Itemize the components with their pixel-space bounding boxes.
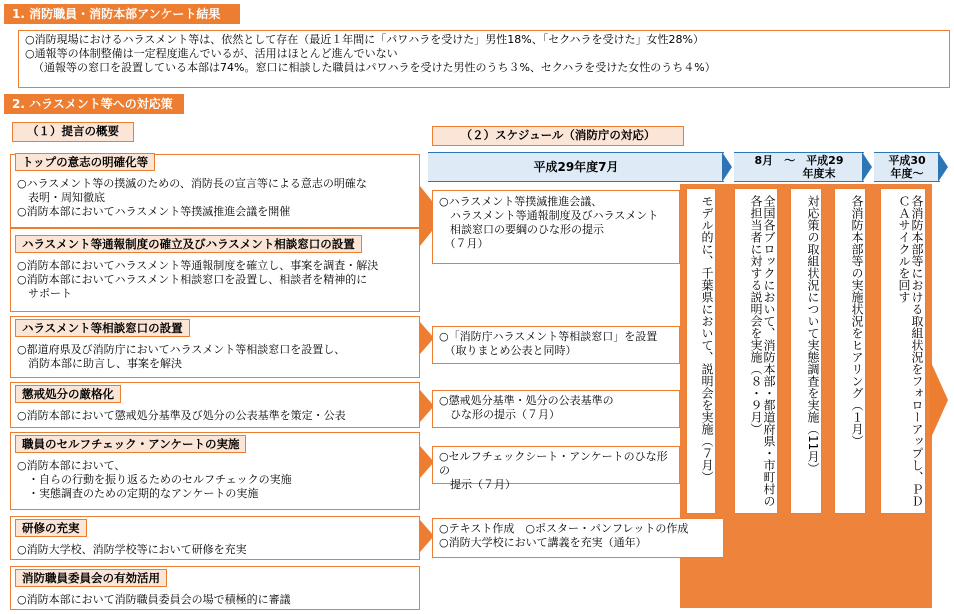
schedule-action-4 — [432, 446, 680, 491]
section2-heading: 2. ハラスメント等への対応策 — [4, 94, 184, 114]
proposal-box-self-check — [10, 432, 420, 510]
schedule-action-5 — [432, 518, 724, 558]
proposal-box-reporting-system — [10, 228, 420, 312]
chevron-right-icon — [862, 152, 872, 182]
proposal-title: ハラスメント等通報制度の確立及びハラスメント相談窓口の設置 — [15, 235, 362, 253]
schedule-period-2 — [734, 152, 864, 182]
proposal-body: ○消防本部において、 ・自らの行動を振り返るためのセルフチェックの実施 ・実態調査のための定期的なアンケートの実施 — [17, 459, 292, 500]
proposal-body: ○都道府県及び消防庁においてハラスメント等相談窓口を設置し、 消防本部に助言し、事案を解決 — [17, 343, 346, 370]
proposal-body: ○ハラスメント等の撲滅のための、消防長の宣言等による意志の明確な 表明・周知徹底 ○消防本部においてハラスメント等撲滅推進会議を開催 — [17, 177, 367, 218]
schedule-action-text: ○テキスト作成 ○ポスター・パンフレットの作成 ○消防大学校において講義を充実（通年） — [439, 522, 689, 549]
schedule-period-2-label — [734, 153, 864, 180]
proposal-title: トップの意志の明確化等 — [15, 153, 155, 171]
proposal-summary-heading: （１）提言の概要 — [12, 122, 134, 142]
proposal-title: 懲戒処分の厳格化 — [15, 385, 121, 403]
schedule-action-text: ○「消防庁ハラスメント等相談窓口」を設置 （取りまとめ公表と同時） — [439, 330, 658, 357]
survey-line-2: ○通報等の体制整備は一定程度進んでいるが、活用はほとんど進んでいない — [25, 47, 398, 60]
schedule-period-1 — [428, 152, 724, 182]
chevron-right-icon — [722, 152, 732, 182]
proposal-title: 職員のセルフチェック・アンケートの実施 — [15, 435, 246, 453]
proposal-box-disciplinary — [10, 382, 420, 428]
schedule-action-text: ○懲戒処分基準・処分の公表基準の ひな形の提示（７月） — [439, 394, 614, 421]
proposal-box-staff-committee — [10, 566, 420, 610]
vertical-step-national-briefing: 全国各ブロックにおいて、消防本部・都道府県・市町村の各担当者に対する説明会を実施（８・９月） — [734, 188, 778, 514]
schedule-period-2-line-2: 年度末 — [802, 167, 836, 180]
schedule-period-3-line-2: 年度～ — [890, 167, 924, 180]
proposal-title: 消防職員委員会の有効活用 — [15, 569, 167, 587]
survey-line-3: （通報等の窓口を設置している本部は74%。窓口に相談した職員はパワハラを受けた男性のうち３%、セクハラを受けた女性のうち４%） — [33, 61, 716, 74]
schedule-action-text: ○セルフチェックシート・アンケートのひな形の 提示（７月） — [439, 450, 668, 491]
schedule-action-text: ○ハラスメント等撲滅推進会議、 ハラスメント等通報制度及びハラスメント 相談窓口の要綱のひな形の提示 （７月） — [439, 195, 659, 250]
timeline-arrow-head-icon — [930, 360, 948, 440]
schedule-heading: （２）スケジュール（消防庁の対応） — [432, 126, 684, 146]
vertical-step-hearing: 各消防本部等の実施状況をヒアリング（１月） — [834, 188, 866, 514]
proposal-title: ハラスメント等相談窓口の設置 — [15, 319, 190, 337]
schedule-period-2-line-1: 8月 ～ 平成29 — [754, 154, 844, 167]
vertical-step-chiba-briefing: モデル的に、千葉県において、説明会を実施（７月） — [686, 188, 716, 514]
survey-results-box — [18, 30, 950, 88]
proposal-body: ○消防本部において懲戒処分基準及び処分の公表基準を策定・公表 — [17, 409, 346, 422]
proposal-body: ○消防大学校、消防学校等において研修を充実 — [17, 543, 247, 556]
survey-line-1: ○消防現場におけるハラスメント等は、依然として存在（最近１年間に「パワハラを受けた」男性18%、「セクハラを受けた」女性28%） — [25, 33, 705, 46]
proposal-box-top-commitment — [10, 154, 420, 228]
schedule-period-1-label: 平成29年度7月 — [533, 160, 619, 174]
proposal-box-consultation-desk — [10, 316, 420, 378]
schedule-action-2 — [432, 326, 680, 364]
vertical-step-followup: 各消防本部等における取組状況をフォローアップし、ＰＤＣＡサイクルを回す — [880, 188, 926, 514]
proposal-box-training — [10, 516, 420, 560]
proposal-body: ○消防本部において消防職員委員会の場で積極的に審議 — [17, 593, 291, 606]
schedule-action-3 — [432, 390, 680, 428]
schedule-period-3-line-1: 平成30 — [888, 154, 926, 167]
chevron-right-icon — [938, 152, 948, 182]
vertical-step-survey: 対応策の取組状況について実態調査を実施（11月） — [790, 188, 822, 514]
proposal-title: 研修の充実 — [15, 519, 87, 537]
schedule-period-3 — [874, 152, 940, 182]
schedule-period-3-label — [874, 153, 940, 180]
proposal-body: ○消防本部においてハラスメント等通報制度を確立し、事案を調査・解決 ○消防本部においてハラスメント相談窓口を設置し、相談者を精神的に サポート — [17, 259, 379, 300]
schedule-action-1 — [432, 190, 680, 264]
section1-heading: 1. 消防職員・消防本部アンケート結果 — [4, 4, 240, 24]
